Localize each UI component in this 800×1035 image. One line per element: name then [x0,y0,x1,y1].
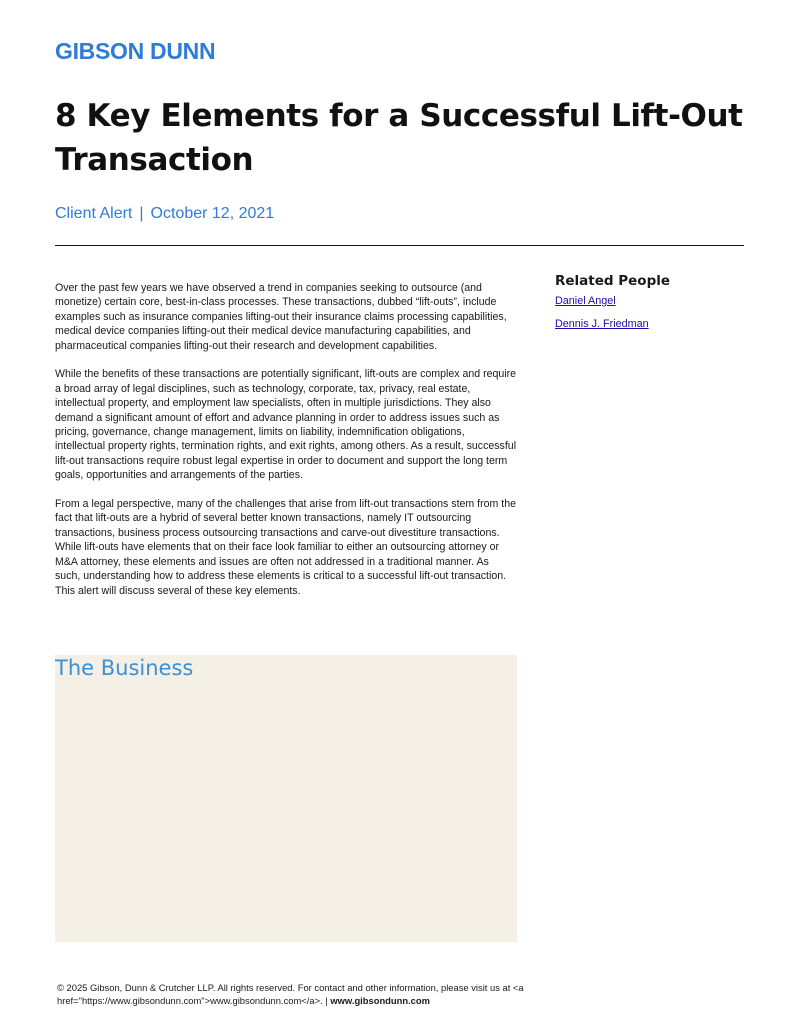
body-paragraph: From a legal perspective, many of the challenges that arise from lift-out transactions stem from the fact that lift-outs are a hybrid of several better known transactions, namely IT outsourcing transactions, business process outsourcing transactions and carve-out divestiture transactions. While lift-outs have elements that on their face look familiar to either an outsourcing attorney or M&A attorney, these elements and issues are often not addressed in a traditional manner. As such, understanding how to address these elements is critical to a successful lift-out transaction. This alert will discuss several of these key elements. [55,498,517,597]
related-people-heading: Related People [555,273,671,289]
body-paragraph: Over the past few years we have observed a trend in companies seeking to outsource (and monetize) certain core, best-in-class processes. These transactions, dubbed “lift-outs”, include examples such as insurance companies lifting-out their insurance claims processing capabilities, medical device companies lifting-out their medical device manufacturing capabilities, and pharmaceutical companies lifting-out their research and development capabilities. [55,282,507,352]
related-person-link[interactable]: Dennis J. Friedman [555,318,649,330]
section-background [55,655,517,942]
section-heading: The Business [55,656,194,680]
category-label: Client Alert [55,205,133,222]
header-divider [55,245,744,246]
related-person-link[interactable]: Daniel Angel [555,295,616,307]
publish-date: October 12, 2021 [150,205,275,222]
related-people-panel [555,273,755,341]
footer-copyright: © 2025 Gibson, Dunn & Crutcher LLP. All rights reserved. For contact and other information, please visit us at <a href="https://www.gibsondunn.com">www.gibsondunn.com</a>. | [57,982,524,1006]
firm-logo: GIBSON DUNN [55,38,216,64]
body-paragraph: While the benefits of these transactions are potentially significant, lift-outs are complex and require a broad array of legal disciplines, such as technology, corporate, tax, privacy, real estate, intellectual property, and employment law specialists, often in multiple jurisdictions. They also demand a significant amount of effort and advance planning in order to address issues such as pricing, governance, change management, limits on liability, indemnification obligations, intellectual property rights, termination rights, and exit rights, among others. As a result, successful lift-out transactions require robust legal expertise in order to document and support the long term goals, opportunities and arrangements of the parties. [55,368,517,482]
page-title: 8 Key Elements for a Successful Lift-Out Transaction [55,98,743,178]
article-body [55,281,517,612]
footer-site: www.gibsondunn.com [330,995,430,1006]
meta-separator: | [139,205,144,222]
page-footer [57,981,617,1007]
article-meta [55,205,274,223]
